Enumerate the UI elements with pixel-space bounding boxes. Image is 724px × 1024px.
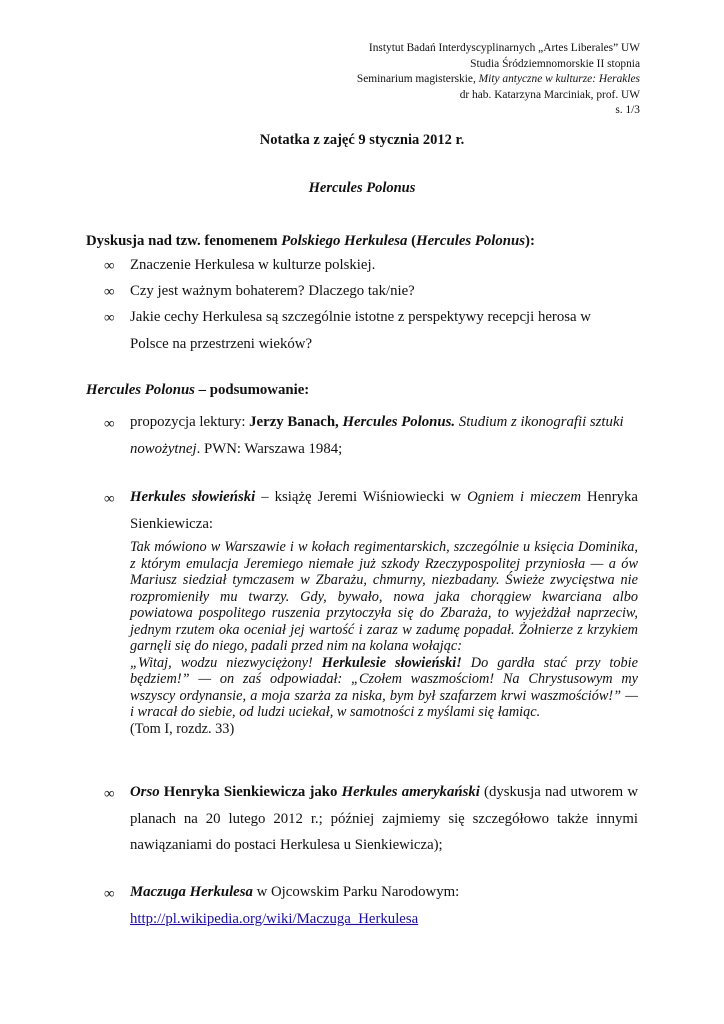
list-item: Znaczenie Herkulesa w kulturze polskiej. [130, 257, 376, 273]
bullet-icon: ∞ [104, 491, 115, 507]
section1-heading-text: Dyskusja nad tzw. fenomenem [86, 233, 282, 249]
quote-bold: Herkulesie słowieński! [321, 654, 462, 671]
quote-citation: (Tom I, rozdz. 33) [130, 720, 235, 737]
section1-heading-close: ): [525, 233, 535, 249]
reading-item [130, 409, 638, 462]
seminar-title: Mity antyczne w kulturze: Herakles [478, 73, 640, 86]
sienkiewicz-quote [130, 539, 638, 737]
quote-text: „Witaj, wodzu niezwyciężony! [130, 654, 322, 671]
bullet-icon: ∞ [104, 416, 115, 432]
club-item [130, 879, 638, 932]
section2-heading-text: – podsumowanie: [194, 382, 310, 398]
orso-label: Orso [130, 784, 160, 800]
reading-publisher: . PWN: Warszawa 1984; [196, 440, 343, 457]
novel-title: Ogniem i mieczem [467, 489, 582, 505]
club-label: Maczuga Herkulesa [130, 884, 253, 900]
page-number: s. 1/3 [615, 104, 640, 117]
bullet-icon: ∞ [104, 284, 115, 300]
seminar-line [160, 72, 640, 88]
quote-paragraph: Tak mówiono w Warszawie i w kołach regimentarskich, szczególnie u księcia Dominika, z którym emulacja Jeremiego niemałe już szkody Rzeczypospolitej przyniosła — a ów Mariusz siedział tymczasem w Zbarażu, chmurny, niezbadany. Świeże zwycięstwa nie rozpromieniły mu twarzy. Gdy, bywało, nowa jaka chorągiew kwarciana albo powiatowa pospolitego ruszenia przytoczyła się do Zbaraża, to wyjeżdżał naprzeciw, jednym rzutem oka oceniał jej wartość i zaraz w zadumę popadał. Żołnierze z krzykiem garnęli się do niego, padali przed nim na kolana wołając: [130, 539, 638, 654]
bullet-icon: ∞ [104, 886, 115, 902]
bullet-icon: ∞ [104, 258, 115, 274]
section1-heading-italic: Polskiego Herkulesa [281, 233, 408, 249]
novel-author: Henryka Sienkiewicza: [130, 489, 638, 532]
document-header [160, 41, 640, 119]
slovenian-hercules-label: Herkules słowieński [130, 489, 256, 505]
orso-bold-text: Henryka Sienkiewicza jako [159, 784, 342, 800]
lecturer-line: dr hab. Katarzyna Marciniak, prof. UW [459, 88, 640, 101]
section2-heading [86, 382, 309, 399]
institute-line: Instytut Badań Interdyscyplinarnych „Artes Liberales” UW [368, 42, 640, 54]
american-hercules-label: Herkules amerykański [341, 784, 480, 800]
quote-paragraph [130, 655, 638, 721]
list-item: Jakie cechy Herkulesa są szczególnie istotne z perspektywy recepcji herosa w Polsce na przestrzeni wieków? [130, 309, 591, 352]
orso-text: (dyskusja nad utworem w planach na 20 lutego 2012 r.; później zajmiemy się szczegółowo także innymi nawiązaniami do postaci Herkulesa u Sienkiewicza); [130, 784, 638, 853]
slovenian-hercules-text: – książę Jeremi Wiśniowiecki w [255, 489, 468, 505]
slovenian-hercules-item [130, 484, 638, 537]
page-subtitle: Hercules Polonus [308, 180, 416, 196]
section1-heading-italic2: Hercules Polonus [416, 233, 526, 249]
reading-author: Jerzy Banach, [249, 414, 343, 430]
quote-text: Do gardła stać przy tobie będziem!” — on zaś odpowiadał: „Czołem waszmościom! Na Chrystusowym my wszyscy ordynansie, a moja szarża za niska, bym był szafarzem krwi waszmościów!” — i wracał do siebie, od ludzi uciekał, w samotności z myślami się łamiąc. [130, 654, 638, 720]
studies-line: Studia Śródziemnomorskie II stopnia [470, 57, 640, 70]
reading-prefix: propozycja lektury: [130, 414, 250, 430]
orso-item [130, 779, 638, 859]
wikipedia-link[interactable]: http://pl.wikipedia.org/wiki/Maczuga_Herkulesa [130, 910, 419, 927]
seminar-label: Seminarium magisterskie, [356, 73, 479, 86]
club-text: w Ojcowskim Parku Narodowym: [252, 884, 460, 900]
section1-heading-paren: ( [407, 233, 417, 249]
section1-heading [86, 233, 535, 250]
reading-title: Hercules Polonus. [342, 414, 456, 430]
list-item: Czy jest ważnym bohaterem? Dlaczego tak/nie? [130, 283, 415, 299]
bullet-icon: ∞ [104, 310, 115, 326]
page-title: Notatka z zajęć 9 stycznia 2012 r. [259, 132, 465, 148]
reading-subtitle: Studium z ikonografii sztuki nowożytnej [130, 414, 624, 457]
section2-heading-italic: Hercules Polonus [86, 382, 195, 398]
bullet-icon: ∞ [104, 786, 115, 802]
